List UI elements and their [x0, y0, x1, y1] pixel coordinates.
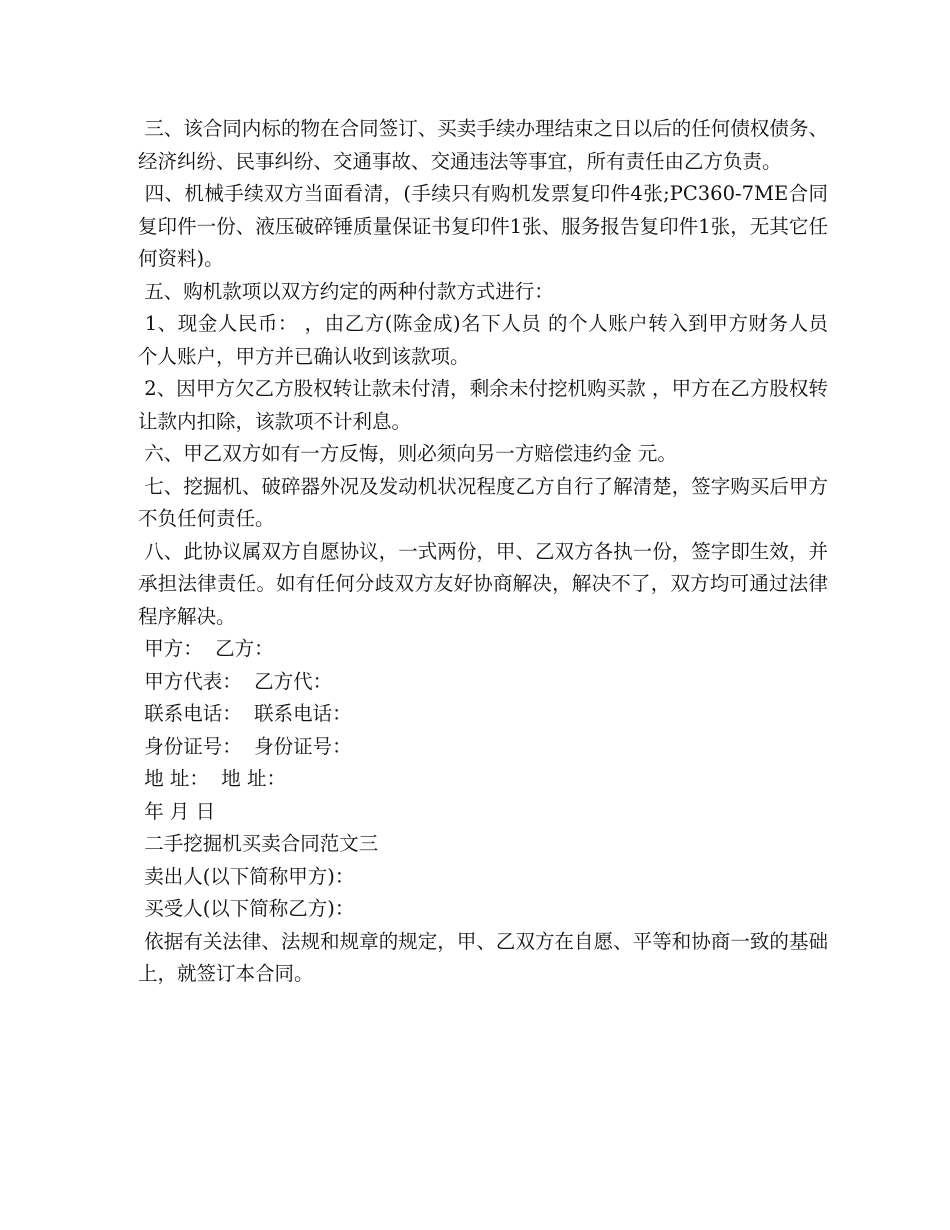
- payment-method-2-deduction: 2、因甲方欠乙方股权转让款未付清，剩余未付挖机购买款 ，甲方在乙方股权转让款内扣除，该款项不计利息。: [138, 377, 828, 433]
- signature-id-line: 身份证号： 身份证号：: [138, 734, 352, 758]
- section-title-contract-three: 二手挖掘机买卖合同范文三: [138, 832, 379, 855]
- signature-phone-line: 联系电话： 联系电话：: [138, 702, 352, 725]
- contract-preamble: 依据有关法律、法规和规章的规定，甲、乙双方在自愿、平等和协商一致的基础上，就签订本合同。: [138, 929, 828, 985]
- signature-representative-line: 甲方代表： 乙方代：: [138, 669, 333, 693]
- clause-3-liability: 三、该合同内标的物在合同签订、买卖手续办理结束之日以后的任何债权债务、经济纠纷、民事纠纷、交通事故、交通违法等事宜，所有责任由乙方负责。: [138, 117, 828, 173]
- signature-party-line: 甲方： 乙方：: [138, 637, 274, 660]
- clause-5-payment-methods: 五、购机款项以双方约定的两种付款方式进行：: [138, 279, 554, 303]
- clause-8-agreement: 八、此协议属双方自愿协议，一式两份，甲、乙双方各执一份，签字即生效，并承担法律责任。如有任何分歧双方友好协商解决，解决不了，双方均可通过法律程序解决。: [138, 539, 828, 628]
- document-page: [138, 113, 835, 991]
- clause-6-breach-penalty: 六、甲乙双方如有一方反悔，则必须向另一方赔偿违约金 元。: [138, 442, 677, 465]
- buyer-line: 买受人(以下简称乙方)：: [138, 897, 355, 920]
- signature-date-line: 年 月 日: [138, 799, 216, 823]
- signature-address-line: 地 址： 地 址：: [138, 767, 286, 790]
- seller-line: 卖出人(以下简称甲方)：: [138, 864, 355, 888]
- payment-method-1-cash: 1、现金人民币： ，由乙方(陈金成)名下人员 的个人账户转入到甲方财务人员 个人账户，甲方并已确认收到该款项。: [138, 312, 835, 368]
- clause-4-documents: 四、机械手续双方当面看清，(手续只有购机发票复印件4张;PC360-7ME合同复印件一份、液压破碎锤质量保证书复印件1张、服务报告复印件1张，无其它任何资料)。: [138, 182, 828, 270]
- clause-7-condition: 七、挖掘机、破碎器外况及发动机状况程度乙方自行了解清楚，签字购买后甲方不负任何责任。: [138, 474, 828, 530]
